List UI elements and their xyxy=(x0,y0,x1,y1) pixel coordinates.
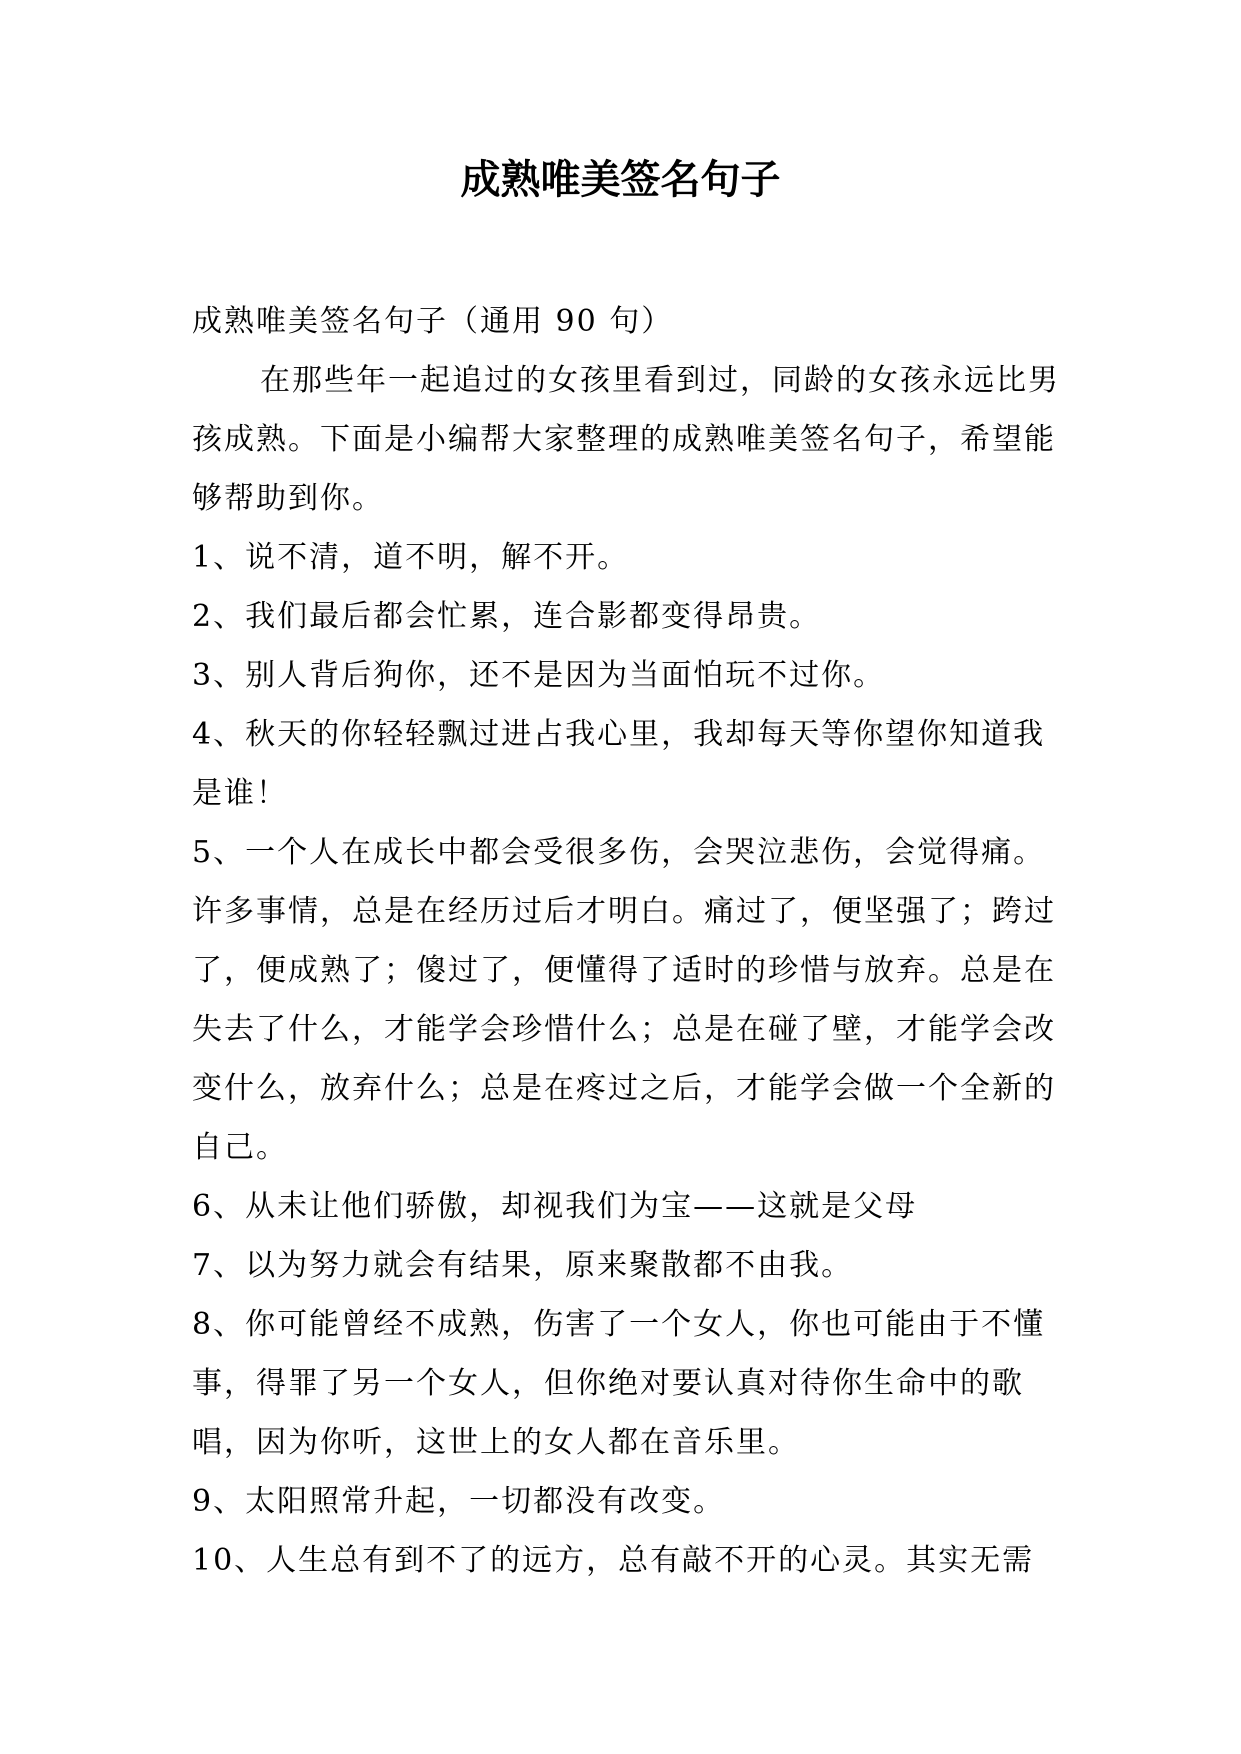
list-item: 2、我们最后都会忙累，连合影都变得昂贵。 xyxy=(192,599,822,634)
list-item: 10、人生总有到不了的远方，总有敲不开的心灵。其实无需 xyxy=(192,1543,1035,1578)
list-item: 6、从未让他们骄傲，却视我们为宝——这就是父母 xyxy=(192,1189,918,1224)
document-title: 成熟唯美签名句子 xyxy=(460,156,781,203)
list-item: 5、一个人在成长中都会受很多伤，会哭泣悲伤，会觉得痛。许多事情，总是在经历过后才明白。痛过了，便坚强了；跨过了，便成熟了；傻过了，便懂得了适时的珍惜与放弃。总是在失去了什么，才能学会珍惜什么；总是在碰了壁，才能学会改变什么，放弃什么；总是在疼过之后，才能学会做一个全新的自己。 xyxy=(192,835,1056,1165)
document-body xyxy=(192,292,1072,1590)
intro-paragraph: 在那些年一起追过的女孩里看到过，同龄的女孩永远比男孩成熟。下面是小编帮大家整理的成熟唯美签名句子，希望能够帮助到你。 xyxy=(192,363,1060,516)
list-item: 1、说不清，道不明，解不开。 xyxy=(192,540,630,575)
list-item: 9、太阳照常升起，一切都没有改变。 xyxy=(192,1484,726,1519)
document-subtitle: 成熟唯美签名句子（通用 90 句） xyxy=(192,304,674,339)
list-item: 4、秋天的你轻轻飘过进占我心里，我却每天等你望你知道我是谁！ xyxy=(192,717,1046,811)
list-item: 3、别人背后狗你，还不是因为当面怕玩不过你。 xyxy=(192,658,886,693)
list-item: 8、你可能曾经不成熟，伤害了一个女人，你也可能由于不懂事，得罪了另一个女人，但你绝对要认真对待你生命中的歌唱，因为你听，这世上的女人都在音乐里。 xyxy=(192,1307,1046,1460)
list-item: 7、以为努力就会有结果，原来聚散都不由我。 xyxy=(192,1248,854,1283)
